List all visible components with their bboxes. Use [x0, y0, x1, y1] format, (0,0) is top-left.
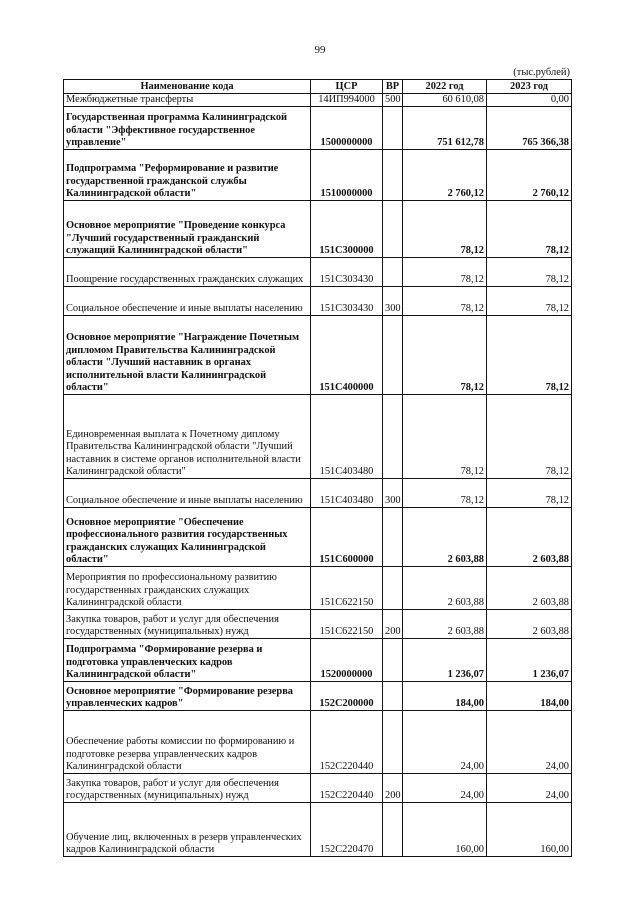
- cell-2023: 765 366,38: [487, 107, 572, 150]
- table-row: [64, 774, 572, 803]
- cell-2023: 24,00: [487, 711, 572, 774]
- cell-vr: 200: [383, 774, 403, 803]
- page-number: 99: [314, 44, 326, 56]
- cell-vr: [383, 150, 403, 201]
- table-row: [64, 316, 572, 395]
- cell-csr: 1520000000: [311, 639, 383, 682]
- cell-vr: [383, 107, 403, 150]
- cell-name: Мероприятия по профессиональному развитию государственных гражданских служащих Калининградской области: [64, 567, 311, 610]
- table-row: [64, 395, 572, 479]
- cell-name: Основное мероприятие "Проведение конкурса "Лучший государственный гражданский служащий Калининградской области": [64, 201, 311, 258]
- cell-name: Социальное обеспечение и иные выплаты населению: [64, 287, 311, 316]
- cell-csr: 152С220440: [311, 711, 383, 774]
- cell-2022: 2 603,88: [403, 610, 487, 639]
- cell-2023: 24,00: [487, 774, 572, 803]
- cell-vr: [383, 508, 403, 567]
- table-row: [64, 682, 572, 711]
- cell-vr: 300: [383, 287, 403, 316]
- cell-vr: [383, 201, 403, 258]
- cell-2022: 2 603,88: [403, 508, 487, 567]
- cell-vr: [383, 395, 403, 479]
- table-row: [64, 287, 572, 316]
- cell-vr: [383, 316, 403, 395]
- cell-2022: 78,12: [403, 316, 487, 395]
- cell-csr: 1510000000: [311, 150, 383, 201]
- cell-name: Обеспечение работы комиссии по формированию и подготовке резерва управленческих кадров Калининградской области: [64, 711, 311, 774]
- cell-2022: 2 760,12: [403, 150, 487, 201]
- table-row: [64, 479, 572, 508]
- header-csr: ЦСР: [311, 80, 383, 94]
- cell-csr: 151С400000: [311, 316, 383, 395]
- cell-name: Основное мероприятие "Формирование резерва управленческих кадров": [64, 682, 311, 711]
- cell-2022: 78,12: [403, 258, 487, 287]
- cell-name: Основное мероприятие "Награждение Почетным дипломом Правительства Калининградской области "Лучший наставник в органах исполнительной власти Калининградской области": [64, 316, 311, 395]
- cell-name: Закупка товаров, работ и услуг для обеспечения государственных (муниципальных) нужд: [64, 774, 311, 803]
- cell-name: Основное мероприятие "Обеспечение профессионального развития государственных гражданских служащих Калининградской области": [64, 508, 311, 567]
- cell-2023: 78,12: [487, 258, 572, 287]
- cell-csr: 151С300000: [311, 201, 383, 258]
- cell-csr: 152С220470: [311, 803, 383, 857]
- cell-vr: [383, 567, 403, 610]
- cell-2023: 0,00: [487, 94, 572, 107]
- cell-name: Межбюджетные трансферты: [64, 94, 311, 107]
- cell-2022: 1 236,07: [403, 639, 487, 682]
- cell-name: Поощрение государственных гражданских служащих: [64, 258, 311, 287]
- table-row: [64, 258, 572, 287]
- table-body: [64, 94, 572, 857]
- units-label: (тыс.рублей): [513, 67, 570, 78]
- cell-name: Единовременная выплата к Почетному диплому Правительства Калининградской области "Лучший наставник в системе органов исполнительной власти Калининградской области": [64, 395, 311, 479]
- cell-csr: 151С303430: [311, 287, 383, 316]
- table-row: [64, 94, 572, 107]
- budget-table: [63, 79, 572, 857]
- cell-2022: 160,00: [403, 803, 487, 857]
- cell-vr: [383, 803, 403, 857]
- cell-2022: 78,12: [403, 395, 487, 479]
- cell-csr: 151С403480: [311, 395, 383, 479]
- cell-csr: 151С622150: [311, 610, 383, 639]
- cell-2023: 2 760,12: [487, 150, 572, 201]
- cell-vr: [383, 639, 403, 682]
- header-name: Наименование кода: [64, 80, 311, 94]
- cell-csr: 1500000000: [311, 107, 383, 150]
- cell-name: Подпрограмма "Формирование резерва и подготовка управленческих кадров Калининградской области": [64, 639, 311, 682]
- cell-csr: 151С303430: [311, 258, 383, 287]
- cell-2023: 1 236,07: [487, 639, 572, 682]
- cell-vr: 200: [383, 610, 403, 639]
- cell-2023: 2 603,88: [487, 508, 572, 567]
- cell-csr: 152С220440: [311, 774, 383, 803]
- cell-2023: 78,12: [487, 287, 572, 316]
- cell-name: Закупка товаров, работ и услуг для обеспечения государственных (муниципальных) нужд: [64, 610, 311, 639]
- cell-2022: 78,12: [403, 287, 487, 316]
- table-row: [64, 567, 572, 610]
- cell-2022: 60 610,08: [403, 94, 487, 107]
- cell-2023: 2 603,88: [487, 610, 572, 639]
- cell-name: Государственная программа Калининградской области "Эффективное государственное управление": [64, 107, 311, 150]
- table-row: [64, 508, 572, 567]
- table-row: [64, 639, 572, 682]
- table-row: [64, 150, 572, 201]
- table-row: [64, 610, 572, 639]
- cell-vr: [383, 258, 403, 287]
- cell-2023: 184,00: [487, 682, 572, 711]
- table-row: [64, 803, 572, 857]
- table-row: [64, 201, 572, 258]
- cell-2022: 24,00: [403, 711, 487, 774]
- header-2022: 2022 год: [403, 80, 487, 94]
- cell-vr: 300: [383, 479, 403, 508]
- cell-2023: 160,00: [487, 803, 572, 857]
- cell-csr: 152С200000: [311, 682, 383, 711]
- cell-2023: 78,12: [487, 395, 572, 479]
- cell-name: Подпрограмма "Реформирование и развитие государственной гражданской службы Калининградской области": [64, 150, 311, 201]
- cell-name: Обучение лиц, включенных в резерв управленческих кадров Калининградской области: [64, 803, 311, 857]
- cell-2022: 751 612,78: [403, 107, 487, 150]
- table-row: [64, 711, 572, 774]
- cell-name: Социальное обеспечение и иные выплаты населению: [64, 479, 311, 508]
- cell-vr: [383, 682, 403, 711]
- cell-2022: 78,12: [403, 201, 487, 258]
- cell-2022: 24,00: [403, 774, 487, 803]
- cell-2023: 2 603,88: [487, 567, 572, 610]
- header-vr: ВР: [383, 80, 403, 94]
- header-2023: 2023 год: [487, 80, 572, 94]
- cell-csr: 151С622150: [311, 567, 383, 610]
- table-header-row: [64, 80, 572, 94]
- cell-2023: 78,12: [487, 479, 572, 508]
- cell-2022: 184,00: [403, 682, 487, 711]
- cell-2023: 78,12: [487, 316, 572, 395]
- cell-2023: 78,12: [487, 201, 572, 258]
- cell-2022: 78,12: [403, 479, 487, 508]
- cell-vr: [383, 711, 403, 774]
- cell-2022: 2 603,88: [403, 567, 487, 610]
- cell-csr: 151С600000: [311, 508, 383, 567]
- cell-vr: 500: [383, 94, 403, 107]
- cell-csr: 14ИП994000: [311, 94, 383, 107]
- cell-csr: 151С403480: [311, 479, 383, 508]
- table-row: [64, 107, 572, 150]
